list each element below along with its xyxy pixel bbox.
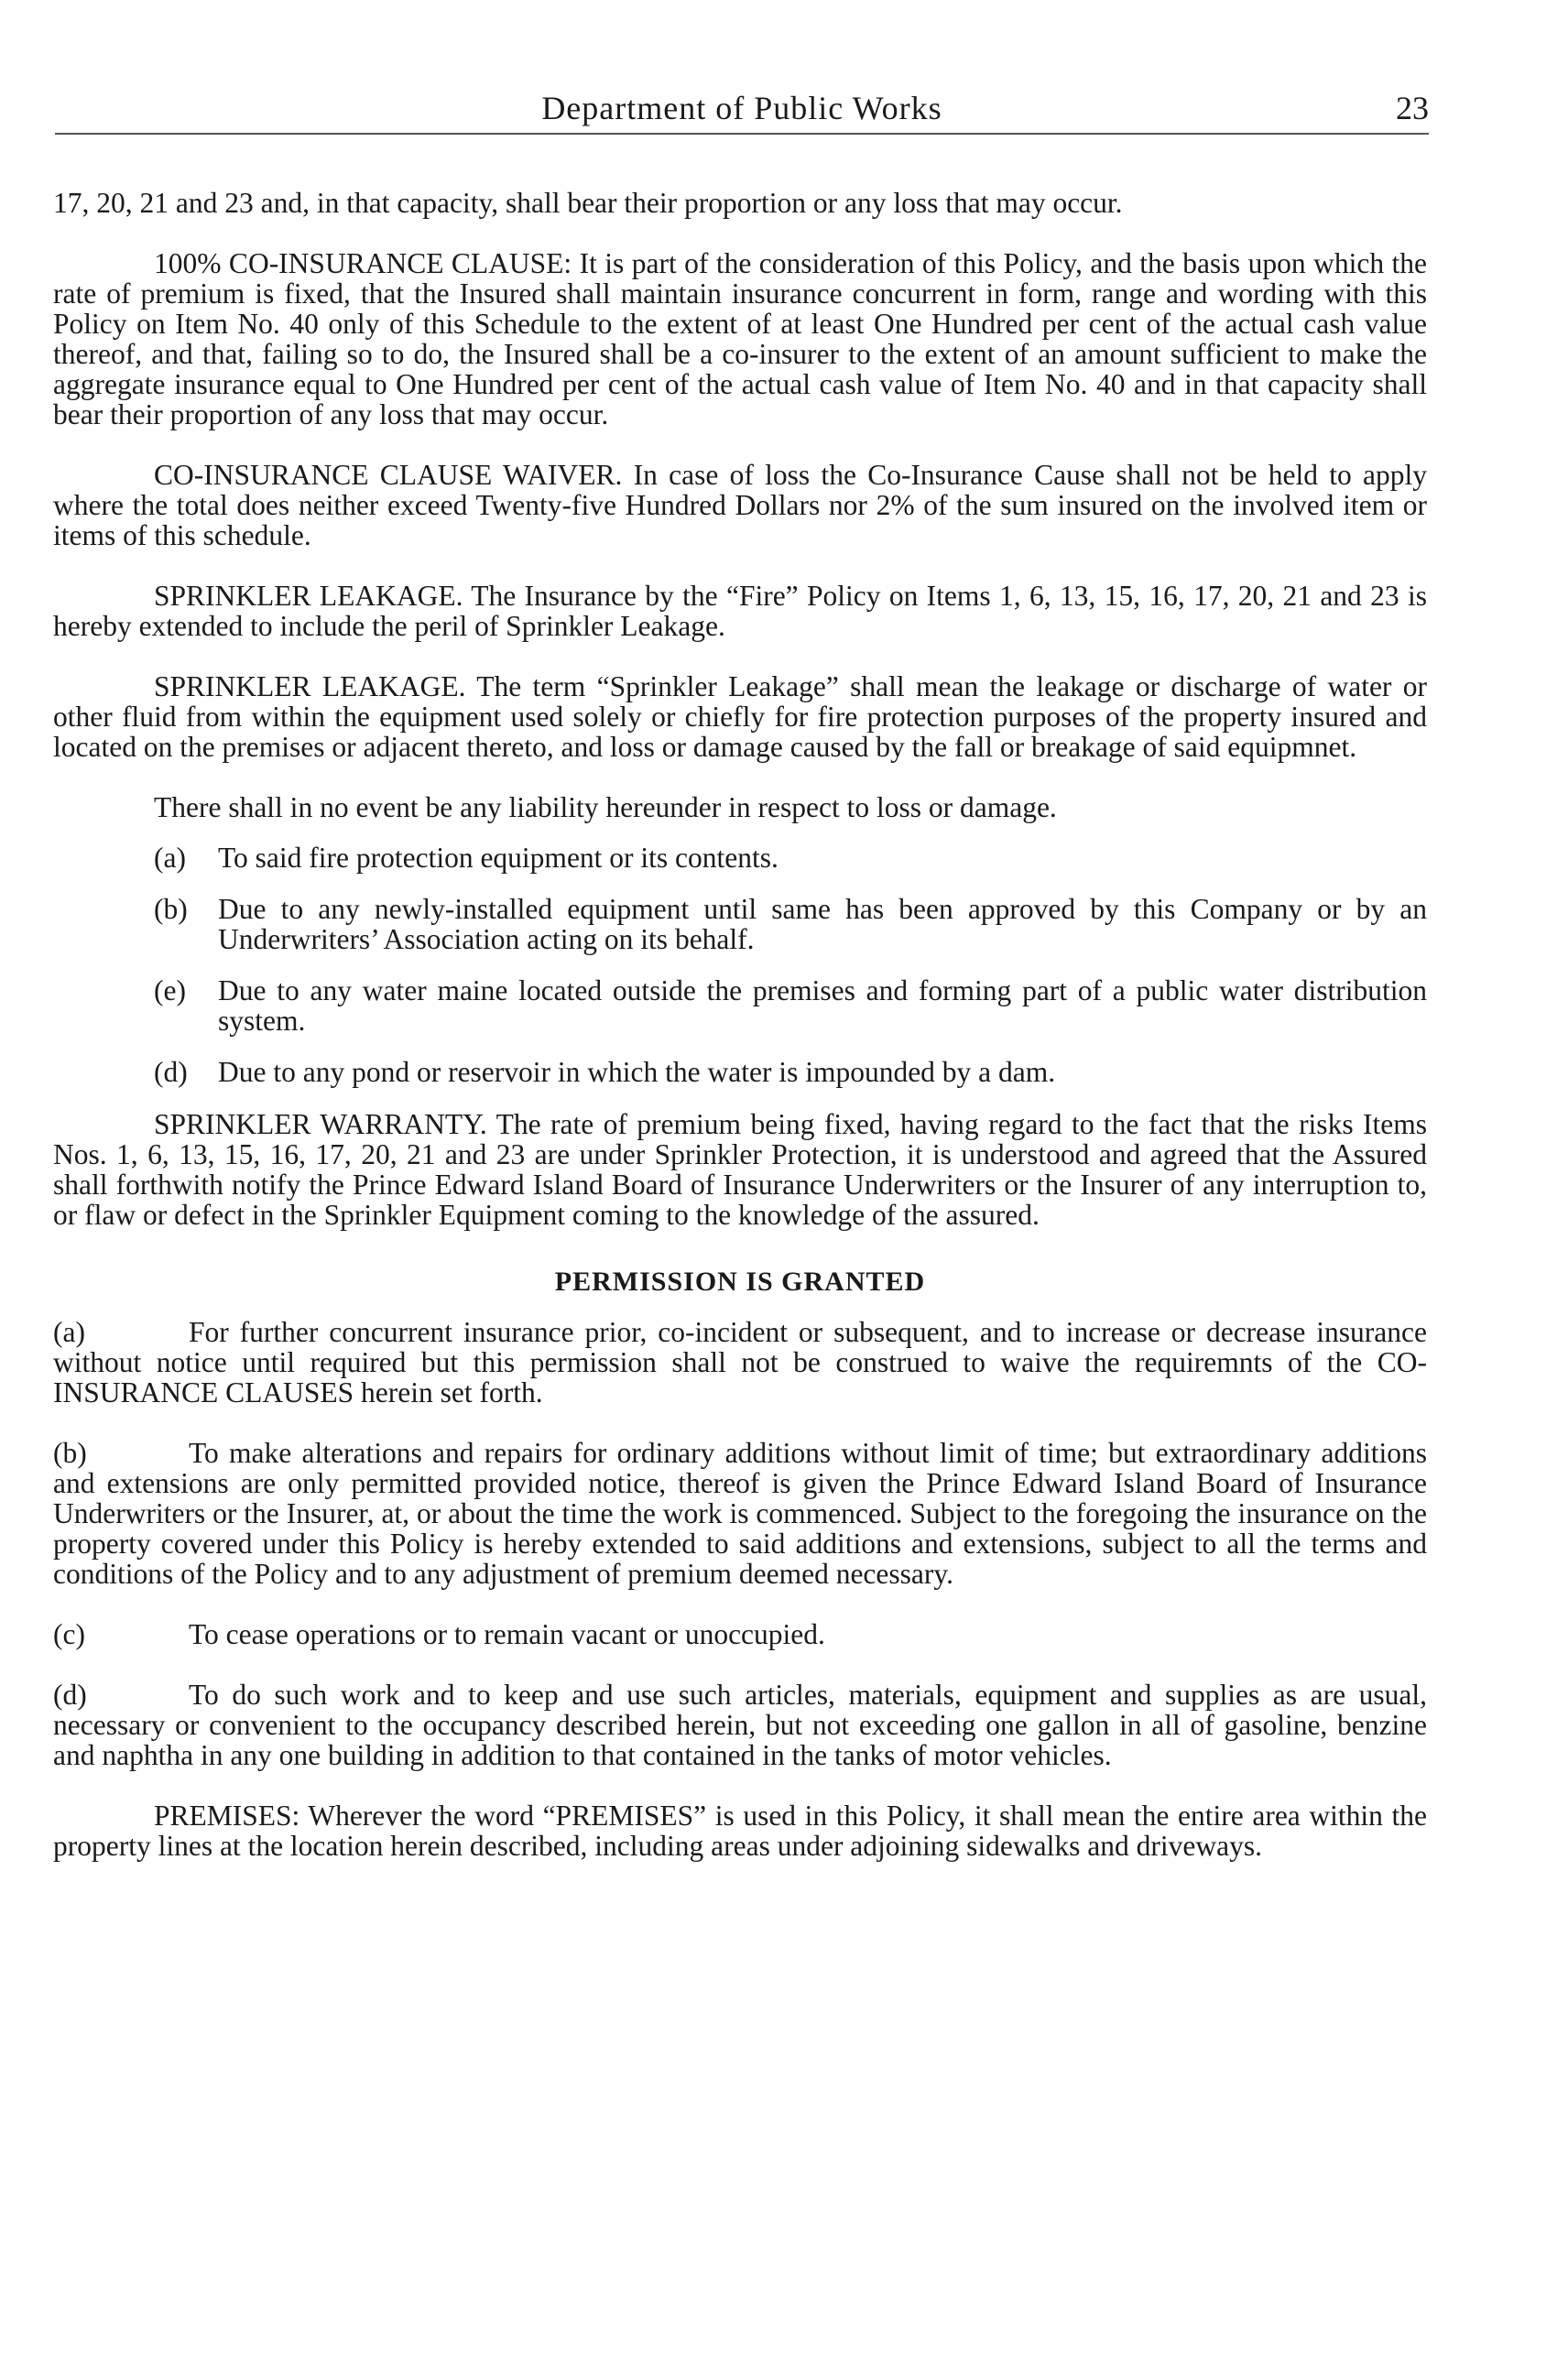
paragraph-sprinkler-leakage-definition: SPRINKLER LEAKAGE. The term “Sprinkler Leakage” shall mean the leakage or discharge of water or other fluid from within the equipment used solely or chiefly for fire protection purposes of the property insured and located on the premises or adjacent thereto, and loss or damage caused by the fall or breakage of said equipmnet. <box>53 670 1427 763</box>
permission-item-text: To make alterations and repairs for ordinary additions without limit of time; but extraordinary additions and extensions are only permitted provided notice, thereof is given the Prince Edward Island Board of Insurance Underwriters or the Insurer, at, or about the time the work is commenced. Subject to the foregoing the insurance on the property covered under this Policy is hereby extended to said additions and extensions, subject to all the terms and conditions of the Policy and to any adjustment of premium deemed necessary. <box>53 1437 1427 1590</box>
permission-item <box>53 1317 1427 1408</box>
paragraph-continuation: 17, 20, 21 and 23 and, in that capacity, shall bear their proportion or any loss that may occur. <box>53 187 1123 219</box>
permission-item <box>53 1680 1427 1770</box>
permission-item-marker: (d) <box>53 1679 87 1711</box>
paragraph-sprinkler-warranty: SPRINKLER WARRANTY. The rate of premium being fixed, having regard to the fact that the risks Items Nos. 1, 6, 13, 15, 16, 17, 20, 21 and 23 are under Sprinkler Protection, it is understood and agreed that the Assured shall forthwith notify the Prince Edward Island Board of Insurance Underwriters or the Insurer of any interruption to, or flaw or defect in the Sprinkler Equipment coming to the knowledge of the assured. <box>53 1108 1427 1231</box>
list-item-marker: (b) <box>154 893 188 925</box>
list-item <box>154 975 1427 1036</box>
liability-exclusion-list <box>53 843 1427 1087</box>
permission-item-text: For further concurrent insurance prior, co-incident or subsequent, and to increase or decrease insurance without notice until required but this permission shall not be construed to waive the requiremnts of the CO-INSURANCE CLAUSES herein set forth. <box>53 1316 1427 1408</box>
list-item-marker: (d) <box>154 1056 188 1088</box>
page-header <box>55 87 1429 135</box>
list-item-text: Due to any pond or reservoir in which the water is impounded by a dam. <box>218 1056 1056 1088</box>
permission-item-marker: (b) <box>53 1437 87 1469</box>
header-title: Department of Public Works <box>541 90 942 126</box>
page-number: 23 <box>1396 90 1429 126</box>
paragraph-no-liability: There shall in no event be any liability hereunder in respect to loss or damage. <box>154 791 1057 823</box>
section-heading-permission: PERMISSION IS GRANTED <box>554 1267 926 1297</box>
paragraph-sprinkler-leakage-extension: SPRINKLER LEAKAGE. The Insurance by the “Fire” Policy on Items 1, 6, 13, 15, 16, 17, 20, 21 and 23 is hereby extended to include the peril of Sprinkler Leakage. <box>53 580 1427 642</box>
list-item <box>154 894 1427 954</box>
list-item-text: Due to any newly-installed equipment until same has been approved by this Company or by an Underwriters’ Association acting on its behalf. <box>218 893 1427 955</box>
permission-item <box>53 1438 1427 1589</box>
permission-item-text: To do such work and to keep and use such articles, materials, equipment and supplies as are usual, necessary or convenient to the occupancy described herein, but not exceeding one gallon in all of gasoline, benzine and naphtha in any one building in addition to that contained in the tanks of motor vehicles. <box>53 1679 1427 1771</box>
list-item <box>154 1057 1427 1087</box>
permission-item <box>53 1619 1427 1649</box>
list-item-text: To said fire protection equipment or its contents. <box>218 842 779 874</box>
list-item-marker: (e) <box>154 974 186 1006</box>
permission-item-text: To cease operations or to remain vacant or unoccupied. <box>189 1618 825 1650</box>
list-item-marker: (a) <box>154 842 186 874</box>
list-item-text: Due to any water maine located outside the premises and forming part of a public water distribution system. <box>218 974 1427 1037</box>
paragraph-coinsurance-waiver: CO-INSURANCE CLAUSE WAIVER. In case of loss the Co-Insurance Cause shall not be held to apply where the total does neither exceed Twenty-five Hundred Dollars nor 2% of the sum insured on the involved item or items of this schedule. <box>53 459 1427 551</box>
paragraph-premises-definition: PREMISES: Wherever the word “PREMISES” is used in this Policy, it shall mean the entire area within the property lines at the location herein described, including areas under adjoining sidewalks and driveways. <box>53 1800 1427 1862</box>
paragraph-coinsurance-clause: 100% CO-INSURANCE CLAUSE: It is part of the consideration of this Policy, and the basis upon which the rate of premium is fixed, that the Insured shall maintain insurance concurrent in form, range and wording with this Policy on Item No. 40 only of this Schedule to the extent of at least One Hundred per cent of the actual cash value thereof, and that, failing so to do, the Insured shall be a co-insurer to the extent of an amount sufficient to make the aggregate insurance equal to One Hundred per cent of the actual cash value of Item No. 40 and in that capacity shall bear their proportion of any loss that may occur. <box>53 247 1427 430</box>
permission-item-marker: (c) <box>53 1618 85 1650</box>
permission-item-marker: (a) <box>53 1316 85 1348</box>
list-item <box>154 843 1427 873</box>
page-body <box>53 188 1427 1891</box>
